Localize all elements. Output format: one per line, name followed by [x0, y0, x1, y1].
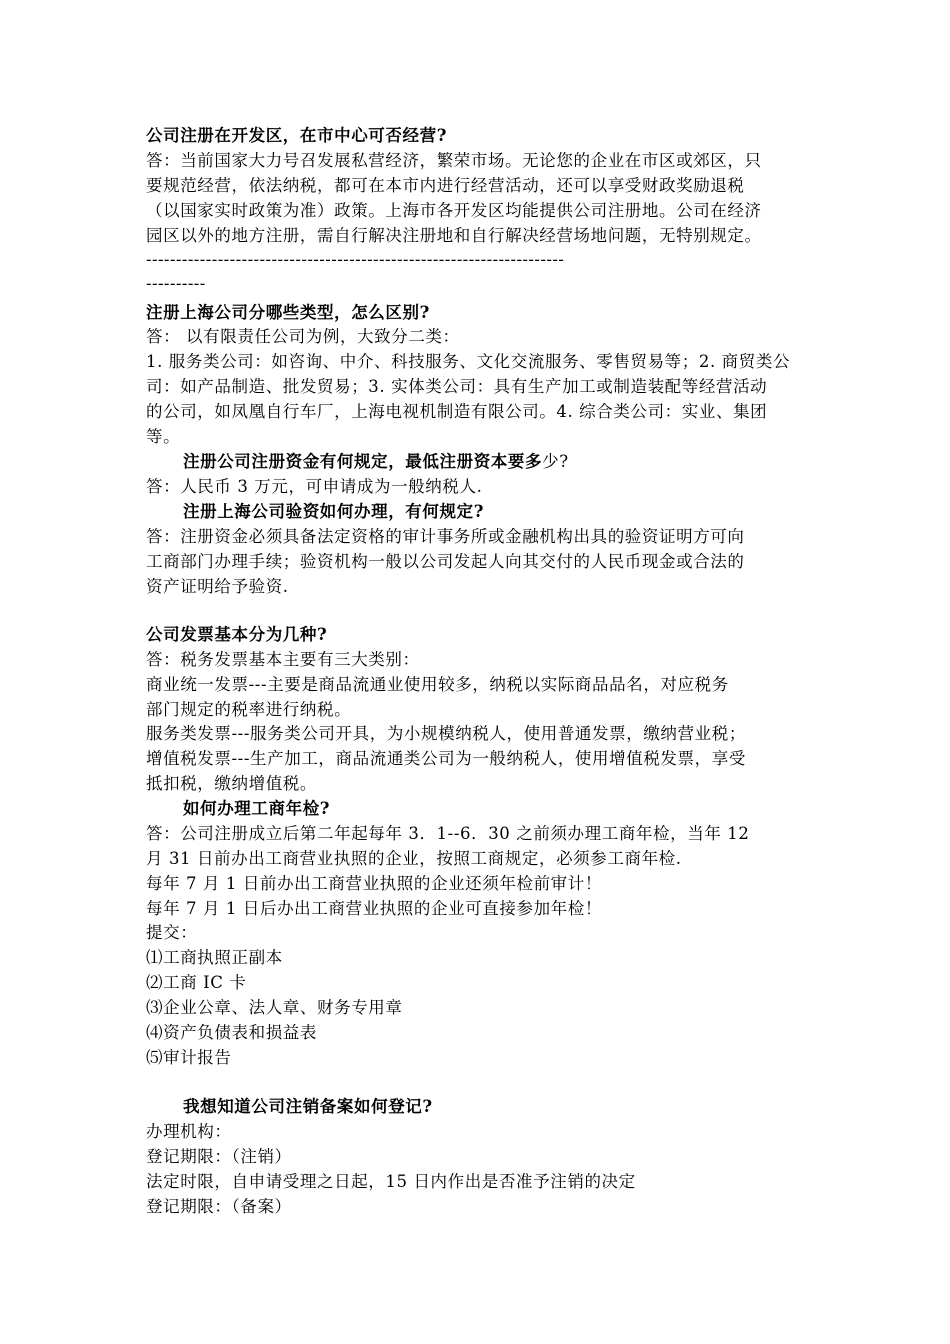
list-item: ⑸审计报告	[146, 1048, 232, 1067]
answer-line: 1. 服务类公司：如咨询、中介、科技服务、文化交流服务、零售贸易等；2. 商贸类公	[146, 352, 791, 371]
answer-line: 提交：	[146, 923, 198, 942]
answer-line: 等。	[146, 427, 181, 446]
heading-annual-inspection: 如何办理工商年检?	[183, 799, 331, 818]
answer-line: 要规范经营，依法纳税，都可在本市内进行经营活动，还可以享受财政奖励退税	[146, 176, 745, 195]
answer-line: （以国家实时政策为准）政策。上海市各开发区均能提供公司注册地。公司在经济	[146, 201, 762, 220]
answer-line: 答：注册资金必须具备法定资格的审计事务所或金融机构出具的验资证明方可向	[146, 527, 745, 546]
answer-line: 资产证明给予验资.	[146, 577, 289, 596]
list-item: ⑷资产负债表和损益表	[146, 1023, 317, 1042]
heading-registered-capital	[183, 450, 569, 474]
list-item: ⑶企业公章、法人章、财务专用章	[146, 998, 403, 1017]
answer-line: 商业统一发票---主要是商品流通业使用较多，纳税以实际商品品名，对应税务	[146, 675, 729, 694]
answer-line: 每年 7 月 1 日后办出工商营业执照的企业可直接参加年检！	[146, 899, 602, 918]
dashed-separator: ----------------------------------------------------------------------	[146, 250, 565, 269]
answer-line: 园区以外的地方注册，需自行解决注册地和自行解决经营场地问题，无特别规定。	[146, 226, 762, 245]
answer-line: 月 31 日前办出工商营业执照的企业，按照工商规定，必须参工商年检.	[146, 849, 682, 868]
heading-deregistration: 我想知道公司注销备案如何登记?	[183, 1097, 433, 1116]
answer-line: 法定时限，自申请受理之日起，15 日内作出是否准予注销的决定	[146, 1172, 636, 1191]
answer-line: 司：如产品制造、批发贸易；3. 实体类公司：具有生产加工或制造装配等经营活动	[146, 377, 768, 396]
answer-line: 抵扣税，缴纳增值税。	[146, 774, 317, 793]
list-item: ⑵工商 IC 卡	[146, 973, 247, 992]
heading-company-types: 注册上海公司分哪些类型，怎么区别?	[146, 303, 430, 322]
answer-line: 答：公司注册成立后第二年起每年 3．1--6．30 之前须办理工商年检，当年 12	[146, 824, 750, 843]
answer-line: 答：人民币 3 万元，可申请成为一般纳税人.	[146, 477, 483, 496]
heading-regular-part: 少?	[542, 452, 569, 471]
answer-line: 答：当前国家大力号召发展私营经济，繁荣市场。无论您的企业在市区或郊区，只	[146, 151, 762, 170]
answer-line: 每年 7 月 1 日前办出工商营业执照的企业还须年检前审计！	[146, 874, 602, 893]
answer-line: 增值税发票---生产加工，商品流通类公司为一般纳税人，使用增值税发票，享受	[146, 749, 746, 768]
answer-line: 的公司，如凤凰自行车厂，上海电视机制造有限公司。4. 综合类公司：实业、集团	[146, 402, 768, 421]
answer-line: 工商部门办理手续；验资机构一般以公司发起人向其交付的人民币现金或合法的	[146, 552, 745, 571]
answer-line: 服务类发票---服务类公司开具，为小规模纳税人，使用普通发票，缴纳营业税；	[146, 724, 746, 743]
dashed-separator: ----------	[146, 274, 206, 293]
heading-capital-verification: 注册上海公司验资如何办理，有何规定?	[183, 502, 484, 521]
answer-line: 办理机构：	[146, 1122, 232, 1141]
answer-line: 部门规定的税率进行纳税。	[146, 700, 352, 719]
answer-line: 登记期限：（备案）	[146, 1197, 292, 1216]
answer-line: 答： 以有限责任公司为例，大致分二类：	[146, 327, 460, 346]
answer-line: 登记期限：（注销）	[146, 1147, 292, 1166]
heading-bold-part: 注册公司注册资金有何规定，最低注册资本要多	[183, 452, 543, 471]
answer-line: 答：税务发票基本主要有三大类别：	[146, 650, 420, 669]
heading-development-zone: 公司注册在开发区，在市中心可否经营?	[146, 126, 447, 145]
list-item: ⑴工商执照正副本	[146, 948, 283, 967]
heading-invoice-types: 公司发票基本分为几种?	[146, 625, 328, 644]
